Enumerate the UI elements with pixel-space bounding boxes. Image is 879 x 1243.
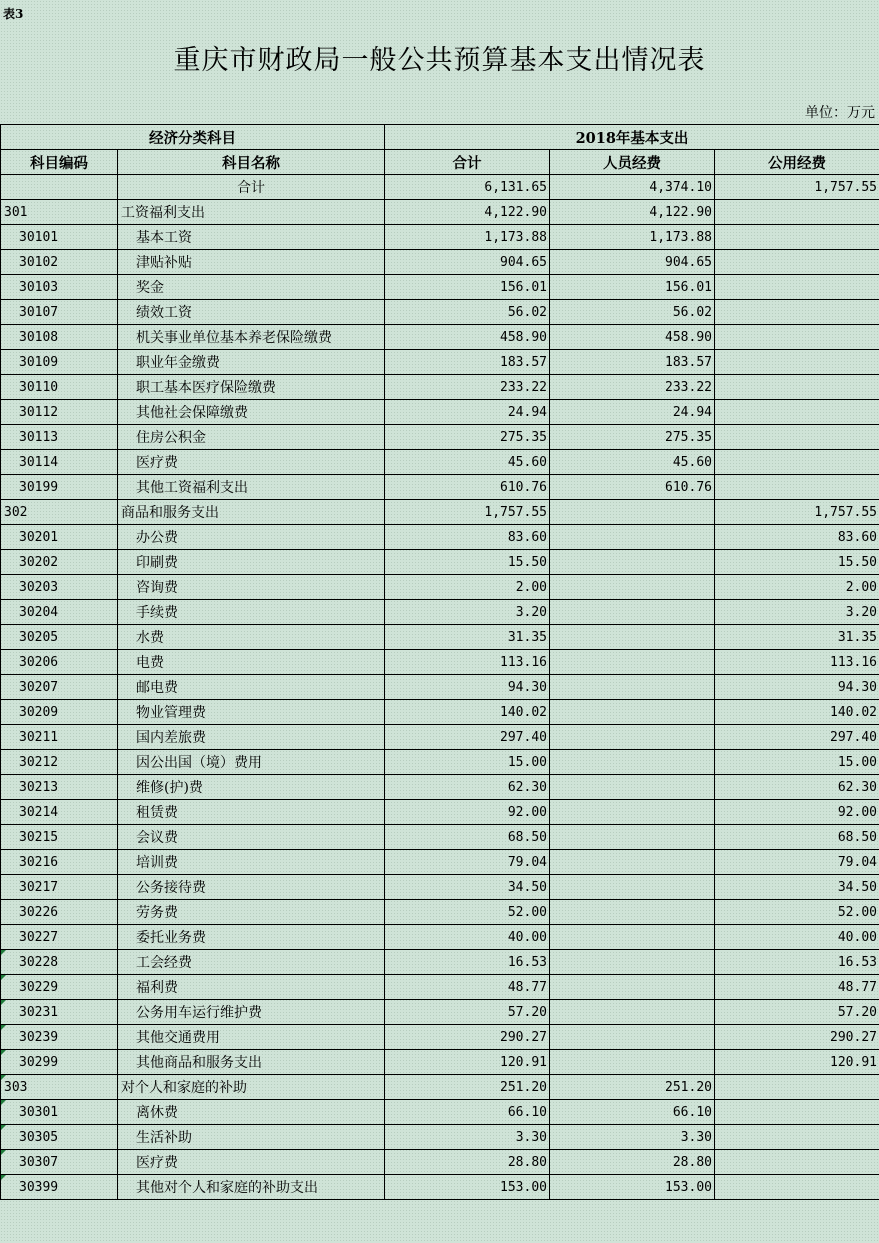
cell-personnel: 66.10 xyxy=(550,1100,715,1125)
cell-personnel xyxy=(550,1000,715,1025)
cell-personnel xyxy=(550,950,715,975)
cell-code xyxy=(1,175,118,200)
cell-name: 咨询费 xyxy=(118,575,385,600)
table-row xyxy=(1,400,879,425)
cell-code: 30110 xyxy=(1,375,118,400)
cell-personnel xyxy=(550,600,715,625)
cell-code: 30239 xyxy=(1,1025,118,1050)
cell-name: 其他交通费用 xyxy=(118,1025,385,1050)
cell-code: 30202 xyxy=(1,550,118,575)
cell-public: 2.00 xyxy=(715,575,879,600)
cell-total: 57.20 xyxy=(385,1000,550,1025)
cell-total: 2.00 xyxy=(385,575,550,600)
cell-personnel xyxy=(550,825,715,850)
table-row xyxy=(1,600,879,625)
cell-personnel: 156.01 xyxy=(550,275,715,300)
table-row xyxy=(1,800,879,825)
table-row xyxy=(1,625,879,650)
cell-total: 31.35 xyxy=(385,625,550,650)
cell-public xyxy=(715,275,879,300)
col-header-name: 科目名称 xyxy=(118,150,385,175)
cell-public xyxy=(715,225,879,250)
cell-personnel xyxy=(550,575,715,600)
cell-name: 基本工资 xyxy=(118,225,385,250)
cell-name: 合计 xyxy=(118,175,385,200)
cell-personnel: 56.02 xyxy=(550,300,715,325)
cell-total: 3.30 xyxy=(385,1125,550,1150)
cell-total: 94.30 xyxy=(385,675,550,700)
cell-public: 31.35 xyxy=(715,625,879,650)
cell-code: 30112 xyxy=(1,400,118,425)
cell-personnel: 904.65 xyxy=(550,250,715,275)
cell-public xyxy=(715,200,879,225)
cell-code: 30212 xyxy=(1,750,118,775)
table-row xyxy=(1,950,879,975)
col-header-code: 科目编码 xyxy=(1,150,118,175)
cell-code: 301 xyxy=(1,200,118,225)
cell-name: 租赁费 xyxy=(118,800,385,825)
cell-total: 62.30 xyxy=(385,775,550,800)
cell-code: 30301 xyxy=(1,1100,118,1125)
table-row xyxy=(1,250,879,275)
table-row xyxy=(1,575,879,600)
cell-public xyxy=(715,1075,879,1100)
table-row xyxy=(1,1000,879,1025)
cell-name: 奖金 xyxy=(118,275,385,300)
cell-public: 57.20 xyxy=(715,1000,879,1025)
cell-total: 40.00 xyxy=(385,925,550,950)
cell-total: 297.40 xyxy=(385,725,550,750)
cell-code: 30226 xyxy=(1,900,118,925)
table-row xyxy=(1,725,879,750)
cell-name: 委托业务费 xyxy=(118,925,385,950)
table-number: 表3 xyxy=(3,7,24,21)
expenditure-table xyxy=(0,124,879,1200)
cell-personnel xyxy=(550,525,715,550)
cell-code: 30307 xyxy=(1,1150,118,1175)
cell-personnel xyxy=(550,900,715,925)
cell-code: 30217 xyxy=(1,875,118,900)
cell-total: 120.91 xyxy=(385,1050,550,1075)
cell-total: 6,131.65 xyxy=(385,175,550,200)
cell-total: 45.60 xyxy=(385,450,550,475)
cell-public xyxy=(715,1150,879,1175)
cell-personnel: 24.94 xyxy=(550,400,715,425)
cell-public: 16.53 xyxy=(715,950,879,975)
cell-public: 34.50 xyxy=(715,875,879,900)
cell-code: 30109 xyxy=(1,350,118,375)
cell-personnel: 28.80 xyxy=(550,1150,715,1175)
table-row xyxy=(1,850,879,875)
cell-code: 30209 xyxy=(1,700,118,725)
table-row xyxy=(1,650,879,675)
table-row xyxy=(1,475,879,500)
cell-name: 医疗费 xyxy=(118,450,385,475)
cell-name: 工资福利支出 xyxy=(118,200,385,225)
cell-personnel: 458.90 xyxy=(550,325,715,350)
cell-total: 66.10 xyxy=(385,1100,550,1125)
cell-public xyxy=(715,1100,879,1125)
cell-code: 302 xyxy=(1,500,118,525)
cell-personnel: 153.00 xyxy=(550,1175,715,1200)
col-header-public: 公用经费 xyxy=(715,150,879,175)
cell-name: 其他社会保障缴费 xyxy=(118,400,385,425)
cell-name: 办公费 xyxy=(118,525,385,550)
total-row xyxy=(1,175,879,200)
cell-personnel: 1,173.88 xyxy=(550,225,715,250)
col-header-total: 合计 xyxy=(385,150,550,175)
cell-total: 140.02 xyxy=(385,700,550,725)
cell-total: 52.00 xyxy=(385,900,550,925)
cell-code: 303 xyxy=(1,1075,118,1100)
cell-code: 30102 xyxy=(1,250,118,275)
cell-name: 公务接待费 xyxy=(118,875,385,900)
cell-public: 120.91 xyxy=(715,1050,879,1075)
table-row xyxy=(1,975,879,1000)
cell-personnel xyxy=(550,800,715,825)
cell-personnel xyxy=(550,1050,715,1075)
cell-public: 1,757.55 xyxy=(715,175,879,200)
cell-name: 国内差旅费 xyxy=(118,725,385,750)
cell-code: 30227 xyxy=(1,925,118,950)
table-row xyxy=(1,675,879,700)
header-basic-expenditure-2018: 2018年基本支出 xyxy=(385,125,879,150)
header-column-row xyxy=(1,150,879,175)
cell-code: 30204 xyxy=(1,600,118,625)
cell-code: 30231 xyxy=(1,1000,118,1025)
cell-total: 15.00 xyxy=(385,750,550,775)
cell-personnel: 275.35 xyxy=(550,425,715,450)
cell-name: 物业管理费 xyxy=(118,700,385,725)
cell-public xyxy=(715,375,879,400)
cell-public xyxy=(715,250,879,275)
cell-personnel xyxy=(550,925,715,950)
table-row xyxy=(1,450,879,475)
cell-personnel xyxy=(550,650,715,675)
cell-name: 机关事业单位基本养老保险缴费 xyxy=(118,325,385,350)
cell-code: 30228 xyxy=(1,950,118,975)
table-row xyxy=(1,300,879,325)
cell-public: 62.30 xyxy=(715,775,879,800)
cell-total: 56.02 xyxy=(385,300,550,325)
cell-personnel: 45.60 xyxy=(550,450,715,475)
cell-public xyxy=(715,400,879,425)
cell-name: 公务用车运行维护费 xyxy=(118,1000,385,1025)
cell-code: 30207 xyxy=(1,675,118,700)
table-row xyxy=(1,1150,879,1175)
cell-personnel: 4,122.90 xyxy=(550,200,715,225)
cell-name: 工会经费 xyxy=(118,950,385,975)
cell-total: 1,173.88 xyxy=(385,225,550,250)
cell-total: 48.77 xyxy=(385,975,550,1000)
cell-public: 290.27 xyxy=(715,1025,879,1050)
cell-personnel: 610.76 xyxy=(550,475,715,500)
cell-code: 30211 xyxy=(1,725,118,750)
table-row xyxy=(1,500,879,525)
cell-code: 30216 xyxy=(1,850,118,875)
table-row xyxy=(1,325,879,350)
cell-code: 30108 xyxy=(1,325,118,350)
cell-name: 绩效工资 xyxy=(118,300,385,325)
cell-code: 30299 xyxy=(1,1050,118,1075)
cell-name: 水费 xyxy=(118,625,385,650)
cell-code: 30229 xyxy=(1,975,118,1000)
cell-public: 40.00 xyxy=(715,925,879,950)
cell-public: 92.00 xyxy=(715,800,879,825)
table-row xyxy=(1,700,879,725)
table-row xyxy=(1,200,879,225)
cell-personnel: 3.30 xyxy=(550,1125,715,1150)
cell-public xyxy=(715,475,879,500)
table-row xyxy=(1,275,879,300)
cell-code: 30114 xyxy=(1,450,118,475)
cell-personnel xyxy=(550,875,715,900)
cell-total: 1,757.55 xyxy=(385,500,550,525)
cell-public: 94.30 xyxy=(715,675,879,700)
cell-total: 24.94 xyxy=(385,400,550,425)
cell-name: 商品和服务支出 xyxy=(118,500,385,525)
cell-personnel xyxy=(550,750,715,775)
table-row xyxy=(1,775,879,800)
table-row xyxy=(1,1075,879,1100)
cell-personnel xyxy=(550,675,715,700)
cell-public: 140.02 xyxy=(715,700,879,725)
table-row xyxy=(1,525,879,550)
cell-public: 15.00 xyxy=(715,750,879,775)
table-row xyxy=(1,925,879,950)
table-row xyxy=(1,375,879,400)
cell-name: 手续费 xyxy=(118,600,385,625)
cell-name: 其他工资福利支出 xyxy=(118,475,385,500)
cell-name: 住房公积金 xyxy=(118,425,385,450)
cell-personnel xyxy=(550,500,715,525)
cell-public: 3.20 xyxy=(715,600,879,625)
cell-name: 培训费 xyxy=(118,850,385,875)
cell-public: 68.50 xyxy=(715,825,879,850)
cell-public xyxy=(715,450,879,475)
cell-total: 458.90 xyxy=(385,325,550,350)
cell-code: 30214 xyxy=(1,800,118,825)
cell-personnel xyxy=(550,725,715,750)
cell-code: 30205 xyxy=(1,625,118,650)
cell-personnel xyxy=(550,975,715,1000)
cell-public xyxy=(715,325,879,350)
cell-total: 15.50 xyxy=(385,550,550,575)
cell-total: 251.20 xyxy=(385,1075,550,1100)
cell-personnel xyxy=(550,1025,715,1050)
cell-total: 290.27 xyxy=(385,1025,550,1050)
table-row xyxy=(1,1050,879,1075)
table-row xyxy=(1,875,879,900)
cell-code: 30203 xyxy=(1,575,118,600)
cell-total: 16.53 xyxy=(385,950,550,975)
cell-name: 因公出国（境）费用 xyxy=(118,750,385,775)
cell-public xyxy=(715,425,879,450)
table-row xyxy=(1,225,879,250)
header-economic-classification: 经济分类科目 xyxy=(1,125,385,150)
cell-public xyxy=(715,300,879,325)
cell-total: 28.80 xyxy=(385,1150,550,1175)
cell-public: 297.40 xyxy=(715,725,879,750)
cell-code: 30213 xyxy=(1,775,118,800)
cell-name: 福利费 xyxy=(118,975,385,1000)
cell-code: 30113 xyxy=(1,425,118,450)
table-row xyxy=(1,825,879,850)
table-row xyxy=(1,425,879,450)
cell-public xyxy=(715,1125,879,1150)
cell-public: 79.04 xyxy=(715,850,879,875)
cell-total: 92.00 xyxy=(385,800,550,825)
cell-name: 离休费 xyxy=(118,1100,385,1125)
col-header-personnel: 人员经费 xyxy=(550,150,715,175)
cell-code: 30199 xyxy=(1,475,118,500)
cell-total: 68.50 xyxy=(385,825,550,850)
cell-code: 30103 xyxy=(1,275,118,300)
cell-name: 津贴补贴 xyxy=(118,250,385,275)
cell-code: 30107 xyxy=(1,300,118,325)
cell-public: 1,757.55 xyxy=(715,500,879,525)
cell-personnel: 251.20 xyxy=(550,1075,715,1100)
cell-personnel xyxy=(550,850,715,875)
table-row xyxy=(1,1125,879,1150)
table-row xyxy=(1,1025,879,1050)
header-group-row xyxy=(1,125,879,150)
cell-code: 30201 xyxy=(1,525,118,550)
cell-total: 4,122.90 xyxy=(385,200,550,225)
cell-personnel xyxy=(550,625,715,650)
cell-name: 生活补助 xyxy=(118,1125,385,1150)
cell-code: 30215 xyxy=(1,825,118,850)
unit-label: 单位：万元 xyxy=(805,105,875,121)
cell-total: 610.76 xyxy=(385,475,550,500)
table-row xyxy=(1,350,879,375)
cell-personnel xyxy=(550,775,715,800)
cell-code: 30206 xyxy=(1,650,118,675)
table-row xyxy=(1,1100,879,1125)
cell-public: 48.77 xyxy=(715,975,879,1000)
cell-public: 52.00 xyxy=(715,900,879,925)
cell-name: 印刷费 xyxy=(118,550,385,575)
cell-name: 对个人和家庭的补助 xyxy=(118,1075,385,1100)
cell-total: 83.60 xyxy=(385,525,550,550)
table-row xyxy=(1,1175,879,1200)
cell-name: 其他商品和服务支出 xyxy=(118,1050,385,1075)
cell-personnel: 4,374.10 xyxy=(550,175,715,200)
cell-name: 电费 xyxy=(118,650,385,675)
cell-total: 113.16 xyxy=(385,650,550,675)
table-row xyxy=(1,550,879,575)
cell-personnel xyxy=(550,550,715,575)
cell-code: 30101 xyxy=(1,225,118,250)
cell-public xyxy=(715,1175,879,1200)
cell-personnel: 183.57 xyxy=(550,350,715,375)
cell-total: 34.50 xyxy=(385,875,550,900)
cell-code: 30305 xyxy=(1,1125,118,1150)
cell-total: 233.22 xyxy=(385,375,550,400)
cell-personnel: 233.22 xyxy=(550,375,715,400)
cell-personnel xyxy=(550,700,715,725)
cell-public: 113.16 xyxy=(715,650,879,675)
cell-total: 904.65 xyxy=(385,250,550,275)
cell-total: 3.20 xyxy=(385,600,550,625)
cell-total: 275.35 xyxy=(385,425,550,450)
cell-public xyxy=(715,350,879,375)
cell-name: 劳务费 xyxy=(118,900,385,925)
cell-name: 会议费 xyxy=(118,825,385,850)
cell-total: 79.04 xyxy=(385,850,550,875)
cell-public: 15.50 xyxy=(715,550,879,575)
table-row xyxy=(1,900,879,925)
cell-name: 职工基本医疗保险缴费 xyxy=(118,375,385,400)
cell-name: 职业年金缴费 xyxy=(118,350,385,375)
cell-name: 医疗费 xyxy=(118,1150,385,1175)
cell-name: 维修(护)费 xyxy=(118,775,385,800)
cell-total: 153.00 xyxy=(385,1175,550,1200)
table-row xyxy=(1,750,879,775)
cell-code: 30399 xyxy=(1,1175,118,1200)
cell-public: 83.60 xyxy=(715,525,879,550)
cell-name: 邮电费 xyxy=(118,675,385,700)
cell-total: 183.57 xyxy=(385,350,550,375)
cell-name: 其他对个人和家庭的补助支出 xyxy=(118,1175,385,1200)
page-title: 重庆市财政局一般公共预算基本支出情况表 xyxy=(173,45,706,76)
cell-total: 156.01 xyxy=(385,275,550,300)
